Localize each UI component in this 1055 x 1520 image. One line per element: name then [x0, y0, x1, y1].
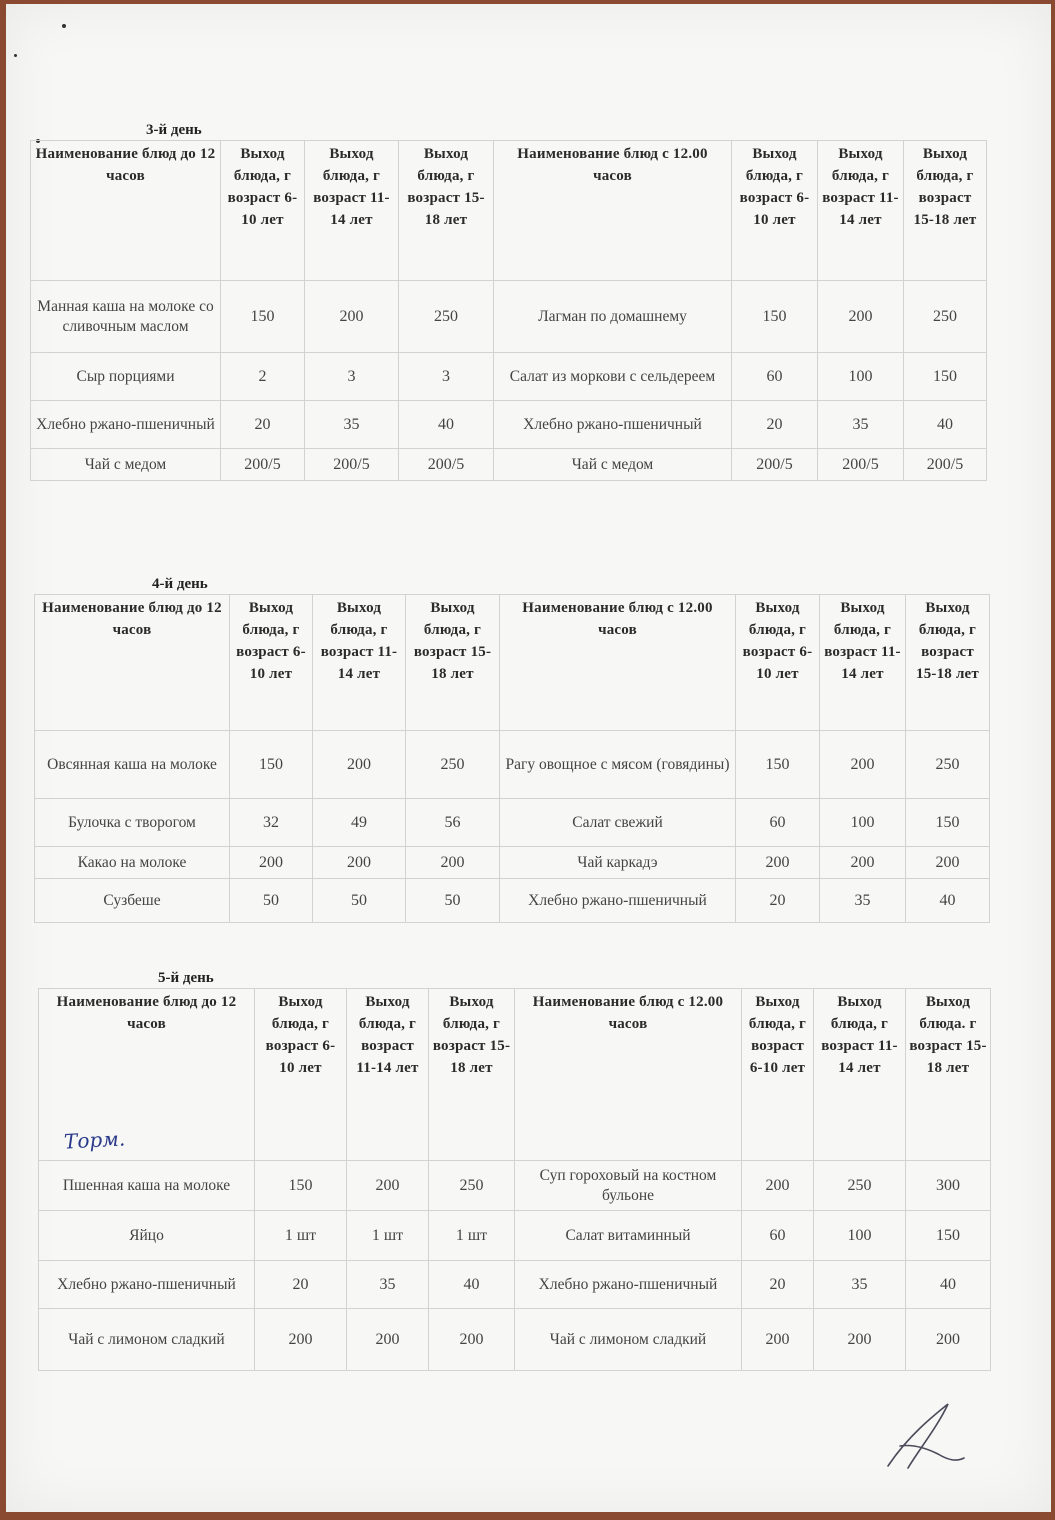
header-cell: Выход блюда, г возраст 6-10 лет	[221, 141, 305, 281]
dish-name: Хлебно ржано-пшеничный	[515, 1261, 742, 1309]
dish-name: Хлебно ржано-пшеничный	[31, 401, 221, 449]
portion-cell: 150	[736, 731, 820, 799]
portion-cell: 20	[221, 401, 305, 449]
portion-cell: 60	[742, 1211, 814, 1261]
portion-cell: 200	[814, 1309, 906, 1371]
portion-cell: 40	[906, 1261, 991, 1309]
portion-cell: 150	[255, 1161, 347, 1211]
menu-table-day-4	[34, 594, 990, 923]
header-cell: Выход блюда, г возраст 6-10 лет	[732, 141, 818, 281]
portion-cell: 200	[313, 731, 406, 799]
table-row	[31, 401, 987, 449]
portion-cell: 1 шт	[347, 1211, 429, 1261]
portion-cell: 60	[736, 799, 820, 847]
signature-icon	[878, 1396, 968, 1476]
portion-cell: 250	[429, 1161, 515, 1211]
header-cell: Выход блюда, г возраст 15-18 лет	[429, 989, 515, 1161]
portion-cell: 200	[742, 1309, 814, 1371]
menu-table-day-3	[30, 140, 987, 481]
portion-cell: 100	[820, 799, 906, 847]
portion-cell: 200/5	[221, 449, 305, 481]
portion-cell: 50	[230, 879, 313, 923]
dish-name: Суп гороховый на костном бульоне	[515, 1161, 742, 1211]
header-cell: Выход блюда, г возраст 15-18 лет	[904, 141, 987, 281]
header-cell: Выход блюда, г возраст 11-14 лет	[313, 595, 406, 731]
portion-cell: 200/5	[904, 449, 987, 481]
table-row	[35, 847, 990, 879]
dish-name: Яйцо	[39, 1211, 255, 1261]
dish-name: Хлебно ржано-пшеничный	[39, 1261, 255, 1309]
header-cell: Наименование блюд с 12.00 часов	[515, 989, 742, 1161]
dish-name: Чай каркадэ	[500, 847, 736, 879]
header-cell: Наименование блюд до 12 часов	[31, 141, 221, 281]
table-row	[31, 281, 987, 353]
header-row	[35, 595, 990, 731]
dish-name: Чай с лимоном сладкий	[515, 1309, 742, 1371]
portion-cell: 150	[230, 731, 313, 799]
portion-cell: 20	[736, 879, 820, 923]
header-cell: Выход блюда, г возраст 6-10 лет	[255, 989, 347, 1161]
portion-cell: 20	[742, 1261, 814, 1309]
dish-name: Салат витаминный	[515, 1211, 742, 1261]
portion-cell: 40	[429, 1261, 515, 1309]
portion-cell: 1 шт	[429, 1211, 515, 1261]
portion-cell: 2	[221, 353, 305, 401]
dish-name: Чай с лимоном сладкий	[39, 1309, 255, 1371]
dish-name: Какао на молоке	[35, 847, 230, 879]
portion-cell: 150	[221, 281, 305, 353]
dish-name: Булочка с творогом	[35, 799, 230, 847]
dish-name: Рагу овощное с мясом (говядины)	[500, 731, 736, 799]
table-row	[31, 449, 987, 481]
portion-cell: 1 шт	[255, 1211, 347, 1261]
portion-cell: 200	[255, 1309, 347, 1371]
dish-name: Сыр порциями	[31, 353, 221, 401]
header-cell: Выход блюда, г возраст 6-10 лет	[736, 595, 820, 731]
portion-cell: 50	[406, 879, 500, 923]
dish-name: Чай с медом	[31, 449, 221, 481]
scan-speck	[62, 24, 66, 28]
portion-cell: 200	[313, 847, 406, 879]
portion-cell: 35	[820, 879, 906, 923]
header-cell: Выход блюда, г возраст 11-14 лет	[820, 595, 906, 731]
day-title: 5-й день	[158, 970, 214, 986]
header-cell: Наименование блюд до 12 часов	[35, 595, 230, 731]
portion-cell: 200	[429, 1309, 515, 1371]
header-cell: Выход блюда, г возраст 11-14 лет	[818, 141, 904, 281]
portion-cell: 200	[820, 731, 906, 799]
header-cell: Выход блюда, г возраст 15-18 лет	[399, 141, 494, 281]
table-row	[39, 1309, 991, 1371]
portion-cell: 50	[313, 879, 406, 923]
header-cell: Наименование блюд до 12 часов	[39, 989, 255, 1161]
dish-name: Сузбеше	[35, 879, 230, 923]
portion-cell: 200	[906, 847, 990, 879]
header-cell: Выход блюда, г возраст 15-18 лет	[406, 595, 500, 731]
portion-cell: 200	[347, 1309, 429, 1371]
portion-cell: 250	[904, 281, 987, 353]
dish-name: Хлебно ржано-пшеничный	[494, 401, 732, 449]
table-row	[35, 799, 990, 847]
portion-cell: 200	[305, 281, 399, 353]
document-page	[6, 4, 1051, 1512]
portion-cell: 35	[814, 1261, 906, 1309]
header-cell: Наименование блюд с 12.00 часов	[500, 595, 736, 731]
header-cell: Выход блюда. г возраст 15-18 лет	[906, 989, 991, 1161]
portion-cell: 250	[814, 1161, 906, 1211]
portion-cell: 40	[904, 401, 987, 449]
portion-cell: 300	[906, 1161, 991, 1211]
handwritten-note: Торм.	[63, 1126, 126, 1154]
portion-cell: 200/5	[305, 449, 399, 481]
portion-cell: 150	[906, 1211, 991, 1261]
portion-cell: 56	[406, 799, 500, 847]
portion-cell: 200	[736, 847, 820, 879]
portion-cell: 200/5	[818, 449, 904, 481]
portion-cell: 200	[742, 1161, 814, 1211]
table-row	[39, 1211, 991, 1261]
dish-name: Пшенная каша на молоке	[39, 1161, 255, 1211]
table-row	[39, 1161, 991, 1211]
header-cell: Выход блюда, г возраст 11-14 лет	[814, 989, 906, 1161]
portion-cell: 20	[732, 401, 818, 449]
header-cell: Выход блюда, г возраст 6-10 лет	[742, 989, 814, 1161]
header-cell: Наименование блюд с 12.00 часов	[494, 141, 732, 281]
portion-cell: 40	[906, 879, 990, 923]
portion-cell: 200/5	[399, 449, 494, 481]
header-row	[31, 141, 987, 281]
portion-cell: 150	[732, 281, 818, 353]
dish-name: Салат из моркови с сельдереем	[494, 353, 732, 401]
dish-name: Салат свежий	[500, 799, 736, 847]
portion-cell: 200	[230, 847, 313, 879]
scan-speck	[14, 54, 17, 57]
header-cell: Выход блюда, г возраст 6-10 лет	[230, 595, 313, 731]
table-row	[35, 731, 990, 799]
table-row	[39, 1261, 991, 1309]
day-title: 4-й день	[152, 576, 208, 592]
portion-cell: 40	[399, 401, 494, 449]
portion-cell: 3	[399, 353, 494, 401]
portion-cell: 200	[818, 281, 904, 353]
portion-cell: 250	[906, 731, 990, 799]
portion-cell: 200	[820, 847, 906, 879]
portion-cell: 200/5	[732, 449, 818, 481]
table-row	[35, 879, 990, 923]
portion-cell: 200	[347, 1161, 429, 1211]
portion-cell: 35	[347, 1261, 429, 1309]
menu-table-day-5	[38, 988, 991, 1371]
header-cell: Выход блюда, г возраст 11-14 лет	[347, 989, 429, 1161]
portion-cell: 150	[906, 799, 990, 847]
portion-cell: 250	[406, 731, 500, 799]
portion-cell: 200	[906, 1309, 991, 1371]
portion-cell: 100	[818, 353, 904, 401]
portion-cell: 200	[406, 847, 500, 879]
day-title: 3-й день	[146, 122, 202, 138]
portion-cell: 35	[305, 401, 399, 449]
dish-name: Хлебно ржано-пшеничный	[500, 879, 736, 923]
portion-cell: 35	[818, 401, 904, 449]
portion-cell: 150	[904, 353, 987, 401]
portion-cell: 250	[399, 281, 494, 353]
dish-name: Овсянная каша на молоке	[35, 731, 230, 799]
dish-name: Чай с медом	[494, 449, 732, 481]
portion-cell: 32	[230, 799, 313, 847]
portion-cell: 49	[313, 799, 406, 847]
portion-cell: 100	[814, 1211, 906, 1261]
portion-cell: 3	[305, 353, 399, 401]
header-cell: Выход блюда, г возраст 15-18 лет	[906, 595, 990, 731]
dish-name: Лагман по домашнему	[494, 281, 732, 353]
header-cell: Выход блюда, г возраст 11-14 лет	[305, 141, 399, 281]
table-row	[31, 353, 987, 401]
portion-cell: 20	[255, 1261, 347, 1309]
header-row	[39, 989, 991, 1161]
portion-cell: 60	[732, 353, 818, 401]
dish-name: Манная каша на молоке со сливочным маслом	[31, 281, 221, 353]
